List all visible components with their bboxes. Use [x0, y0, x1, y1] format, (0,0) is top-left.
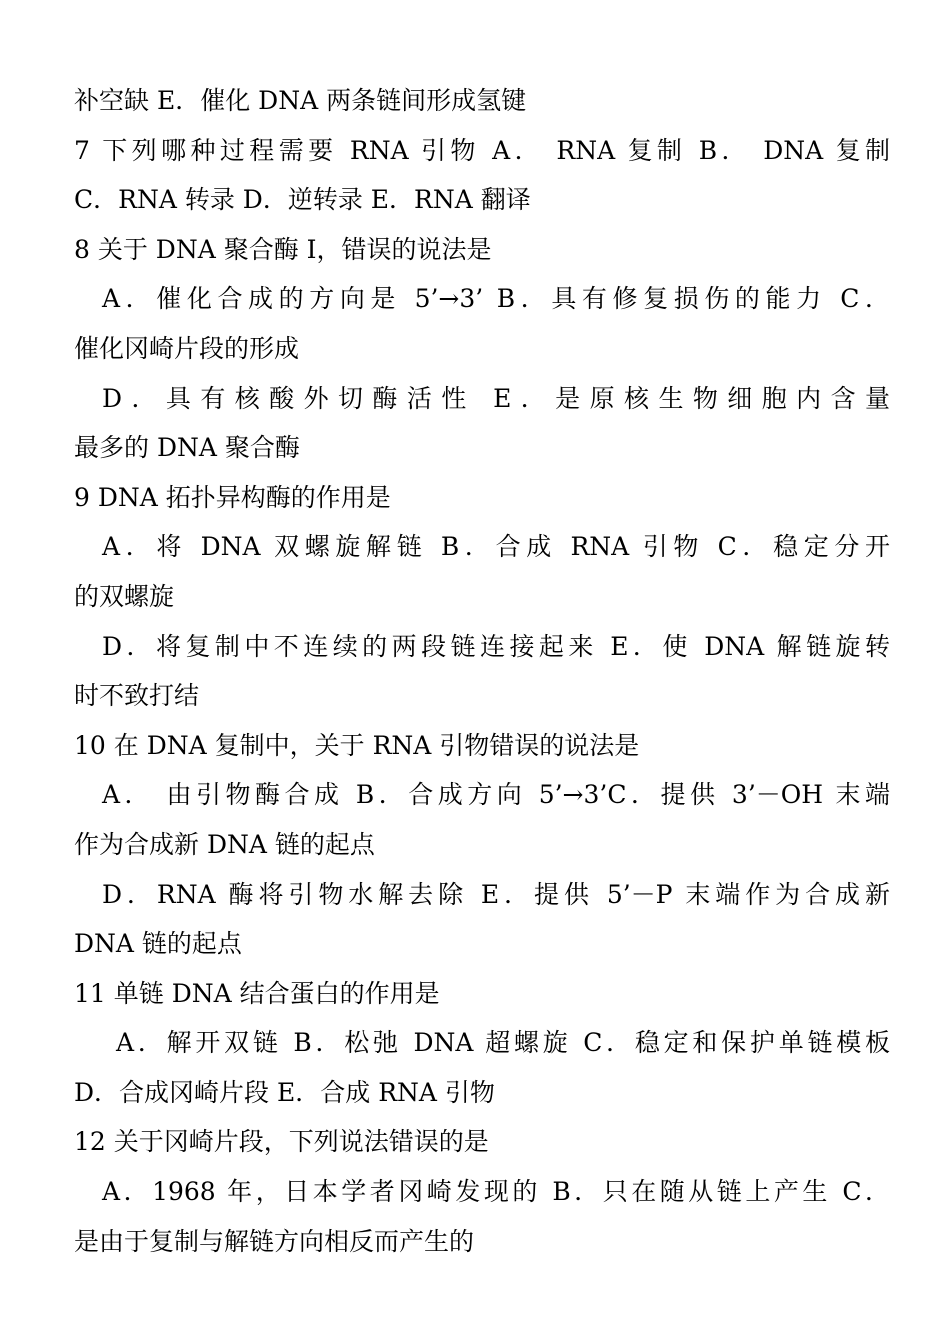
- question-12-options-a: A．1968 年，日本学者冈崎发现的 B．只在随从链上产生 C．: [102, 1177, 890, 1207]
- question-11-options-a: A．解开双链 B．松弛 DNA 超螺旋 C．稳定和保护单链模板: [116, 1028, 890, 1058]
- question-12-stem: 12 关于冈崎片段，下列说法错误的是: [74, 1127, 489, 1157]
- document-body: [74, 76, 890, 1266]
- question-8-options-a: A．催化合成的方向是 5’→3’ B．具有修复损伤的能力 C．: [102, 284, 890, 314]
- text-line-21: D．合成冈崎片段 E．合成 RNA 引物: [74, 1077, 495, 1107]
- text-line-18: DNA 链的起点: [74, 929, 242, 959]
- text-line-3: C．RNA 转录 D．逆转录 E．RNA 翻译: [74, 185, 531, 215]
- question-9-options-d: D．将复制中不连续的两段链连接起来 E．使 DNA 解链旋转: [102, 631, 890, 661]
- text-line-16: 作为合成新 DNA 链的起点: [74, 829, 375, 859]
- text-line-13: 时不致打结: [74, 681, 200, 711]
- text-line-6: 催化冈崎片段的形成: [74, 333, 300, 363]
- question-10-options-a: A． 由引物酶合成 B．合成方向 5’→3’C．提供 3’－OH 末端: [102, 780, 890, 810]
- question-8-options-d: D．具有核酸外切酶活性 E．是原核生物细胞内含量: [102, 383, 890, 413]
- question-9-options-a: A．将 DNA 双螺旋解链 B．合成 RNA 引物 C．稳定分开: [102, 532, 890, 562]
- text-line-11: 的双螺旋: [74, 581, 175, 611]
- text-line-1: 补空缺 E．催化 DNA 两条链间形成氢键: [74, 86, 527, 115]
- question-10-stem: 10 在 DNA 复制中，关于 RNA 引物错误的说法是: [74, 730, 640, 760]
- question-8-stem: 8 关于 DNA 聚合酶 I，错误的说法是: [74, 234, 492, 264]
- text-line-8: 最多的 DNA 聚合酶: [74, 433, 300, 463]
- question-10-options-d: D．RNA 酶将引物水解去除 E．提供 5’－P 末端作为合成新: [102, 879, 890, 909]
- question-9-stem: 9 DNA 拓扑异构酶的作用是: [74, 482, 391, 512]
- question-7-line: 7 下列哪种过程需要 RNA 引物 A． RNA 复制 B． DNA 复制: [74, 135, 890, 165]
- question-11-stem: 11 单链 DNA 结合蛋白的作用是: [74, 978, 440, 1008]
- text-line-24: 是由于复制与解链方向相反而产生的: [74, 1226, 475, 1256]
